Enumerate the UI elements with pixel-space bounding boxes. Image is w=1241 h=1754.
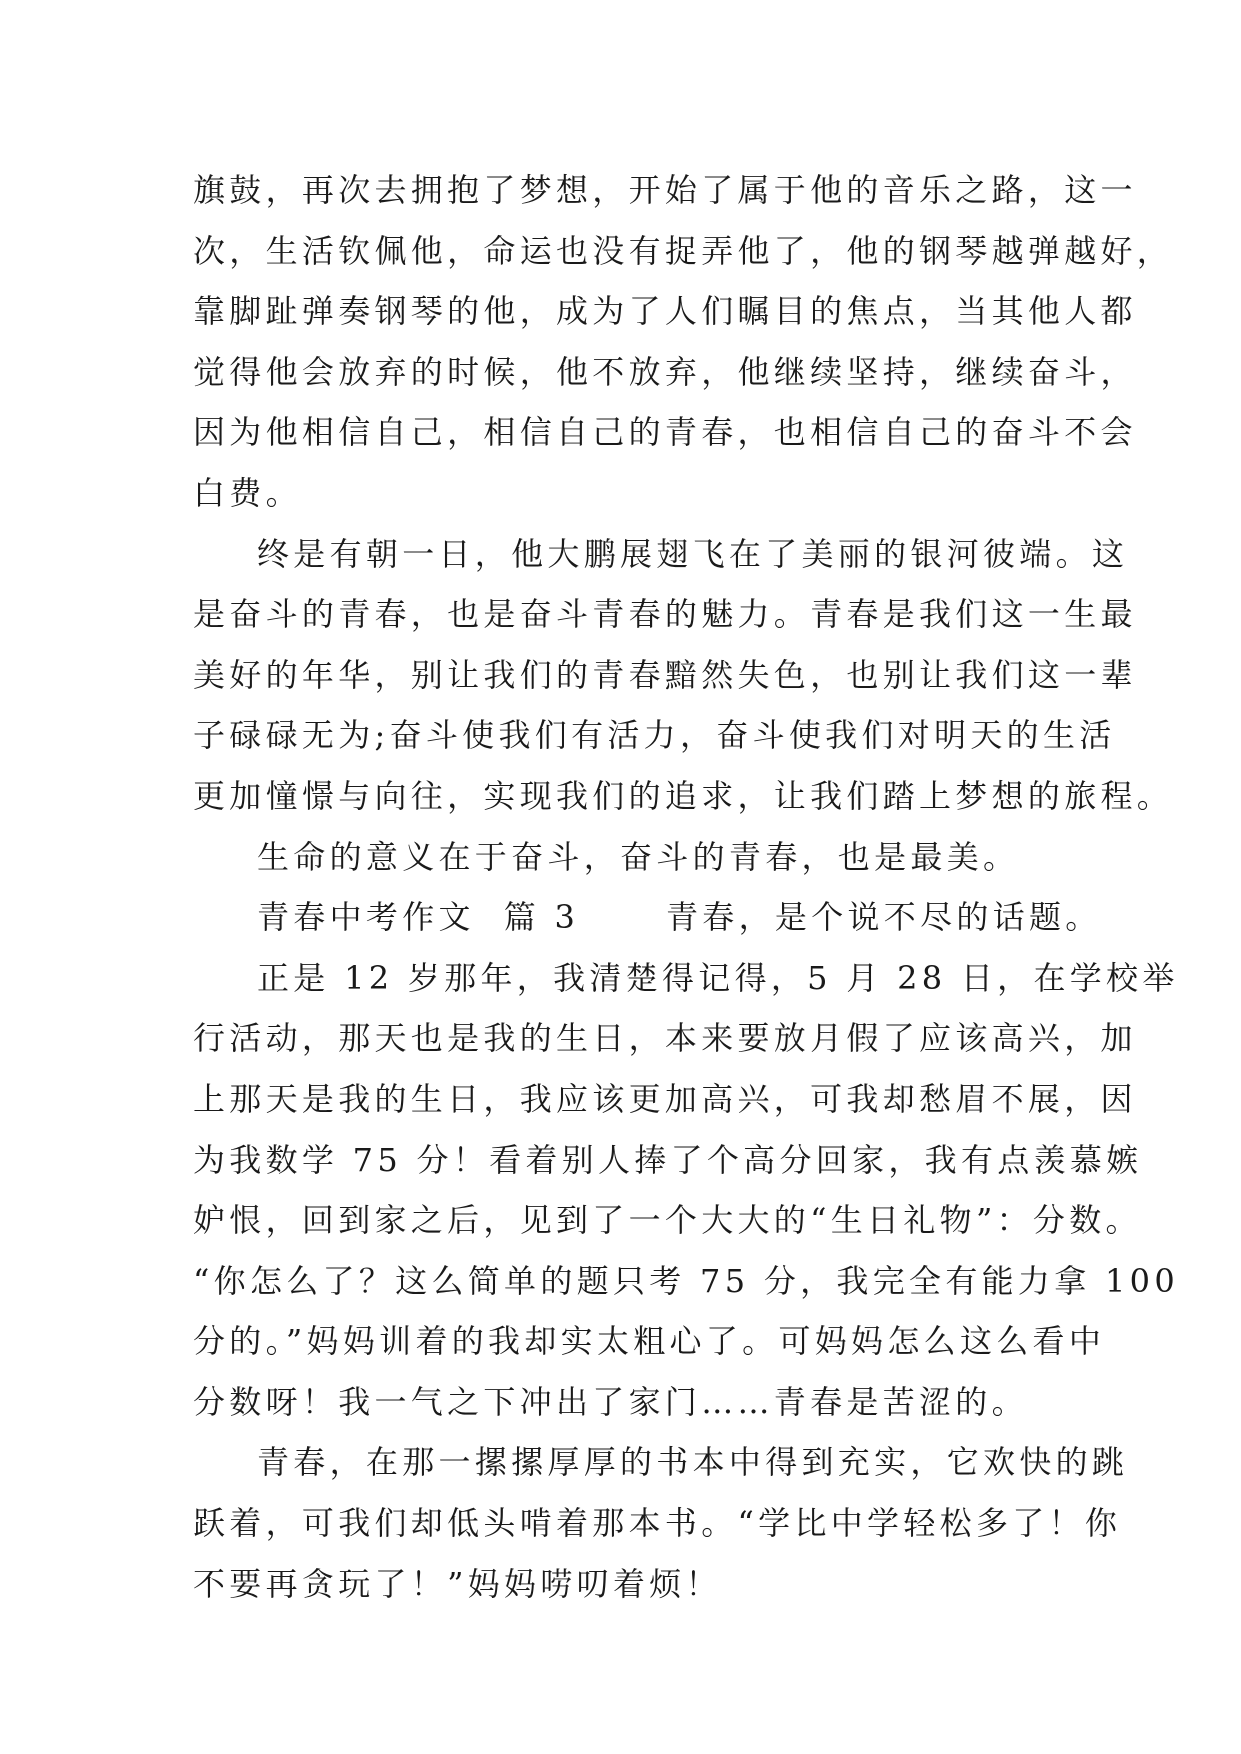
text-line: 因为他相信自己，相信自己的青春，也相信自己的奋斗不会 bbox=[193, 413, 1137, 452]
text-line: 子碌碌无为;奋斗使我们有活力，奋斗使我们对明天的生活 bbox=[193, 716, 1116, 755]
text-line: 行活动，那天也是我的生日，本来要放月假了应该高兴，加 bbox=[193, 1019, 1137, 1058]
paragraph-start-line: 生命的意义在于奋斗，奋斗的青春，也是最美。 bbox=[257, 837, 1020, 876]
paragraph-start-line: 正是 12 岁那年，我清楚得记得，5 月 28 日，在学校举 bbox=[257, 958, 1179, 997]
text-line: 更加憧憬与向往，实现我们的追求，让我们踏上梦想的旅程。 bbox=[193, 776, 1174, 815]
paragraph-start-line: 终是有朝一日，他大鹏展翅飞在了美丽的银河彼端。这 bbox=[257, 534, 1129, 573]
section-heading-line: 青春中考作文 篇 3 青春，是个说不尽的话题。 bbox=[257, 898, 1102, 937]
text-line: “你怎么了？这么简单的题只考 75 分，我完全有能力拿 100 bbox=[193, 1261, 1179, 1300]
text-line: 次，生活钦佩他，命运也没有捉弄他了，他的钢琴越弹越好， bbox=[193, 231, 1174, 270]
text-line: 分的。”妈妈训着的我却实太粗心了。可妈妈怎么这么看中 bbox=[193, 1322, 1106, 1361]
text-line: 觉得他会放弃的时候，他不放弃，他继续坚持，继续奋斗， bbox=[193, 352, 1137, 391]
text-line: 白费。 bbox=[193, 473, 302, 512]
paragraph-start-line: 青春，在那一摞摞厚厚的书本中得到充实，它欢快的跳 bbox=[257, 1443, 1129, 1482]
text-line: 跃着，可我们却低头啃着那本书。“学比中学轻松多了！你 bbox=[193, 1504, 1122, 1543]
text-line: 旗鼓，再次去拥抱了梦想，开始了属于他的音乐之路，这一 bbox=[193, 171, 1137, 209]
text-line: 靠脚趾弹奏钢琴的他，成为了人们瞩目的焦点，当其他人都 bbox=[193, 292, 1137, 331]
text-line: 分数呀！我一气之下冲出了家门……青春是苦涩的。 bbox=[193, 1382, 1028, 1421]
text-line: 不要再贪玩了！”妈妈唠叨着烦！ bbox=[193, 1564, 722, 1603]
text-line: 上那天是我的生日，我应该更加高兴，可我却愁眉不展，因 bbox=[193, 1079, 1137, 1118]
text-line: 美好的年华，别让我们的青春黯然失色，也别让我们这一辈 bbox=[193, 655, 1137, 694]
text-line: 是奋斗的青春，也是奋斗青春的魅力。青春是我们这一生最 bbox=[193, 595, 1137, 634]
text-line: 妒恨，回到家之后，见到了一个大大的“生日礼物”：分数。 bbox=[193, 1201, 1142, 1240]
text-line: 为我数学 75 分！看着别人捧了个高分回家，我有点羡慕嫉 bbox=[193, 1140, 1143, 1179]
essay-body bbox=[193, 160, 1179, 1614]
